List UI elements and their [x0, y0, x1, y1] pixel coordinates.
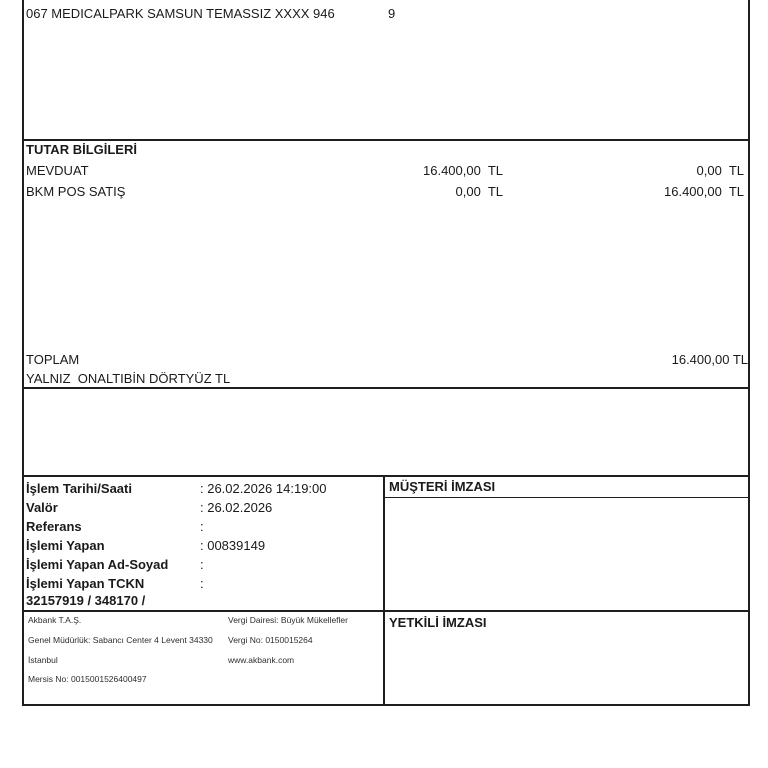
detail-label: İşlemi Yapan Ad-Soyad	[26, 557, 169, 572]
border-bottom	[22, 704, 750, 706]
detail-value: : 00839149	[200, 538, 266, 553]
detail-value: : 26.02.2026 14:19:00	[200, 481, 327, 496]
detail-label: İşlemi Yapan TCKN	[26, 576, 145, 591]
detail-value: :	[200, 557, 204, 572]
detail-value: : 26.02.2026	[200, 500, 273, 515]
amount-row-label: BKM POS SATIŞ	[26, 184, 126, 199]
detail-value: :	[200, 576, 204, 591]
divider-below-total	[22, 387, 750, 389]
detail-label: İşlemi Yapan	[26, 538, 105, 553]
amount-row-pos: 0,00 TL	[696, 163, 744, 178]
detail-label: İşlem Tarihi/Saati	[26, 481, 132, 496]
underline-customer-signature	[385, 497, 748, 498]
divider-above-footer	[22, 610, 750, 612]
divider-top-section	[22, 139, 750, 141]
detail-label: Referans	[26, 519, 82, 534]
divider-above-details	[22, 475, 750, 477]
footer-website: www.akbank.com	[228, 655, 295, 665]
customer-signature-title: MÜŞTERİ İMZASI	[389, 479, 496, 494]
detail-value: :	[200, 519, 204, 534]
amount-row-pos: 16.400,00 TL	[664, 184, 744, 199]
authorized-signature-title: YETKİLİ İMZASI	[389, 615, 487, 630]
footer-city: İstanbul	[28, 655, 58, 665]
footer-mersis-no: Mersis No: 0015001526400497	[28, 674, 147, 684]
total-label: TOPLAM	[26, 352, 80, 367]
divider-signature-column	[383, 475, 385, 706]
transaction-count: 9	[388, 6, 396, 21]
total-value: 16.400,00 TL	[671, 352, 748, 367]
merchant-line: 067 MEDICALPARK SAMSUN TEMASSIZ XXXX 946	[26, 6, 335, 21]
detail-label: Valör	[26, 500, 58, 515]
footer-bank-name: Akbank T.A.Ş.	[28, 615, 82, 625]
amount-row-deposit: 0,00 TL	[455, 184, 503, 199]
footer-head-office: Genel Müdürlük: Sabancı Center 4 Levent 34330	[28, 635, 213, 645]
footer-tax-no: Vergi No: 0150015264	[228, 635, 313, 645]
footer-tax-office: Vergi Dairesi: Büyük Mükellefler	[228, 615, 348, 625]
border-left	[22, 0, 24, 706]
amount-in-words: YALNIZ ONALTIBİN DÖRTYÜZ TL	[26, 371, 231, 386]
amount-row-deposit: 16.400,00 TL	[423, 163, 503, 178]
border-right	[748, 0, 750, 706]
amount-section-title: TUTAR BİLGİLERİ	[26, 142, 137, 157]
branch-reference-line: 32157919 / 348170 /	[26, 593, 146, 608]
amount-row-label: MEVDUAT	[26, 163, 89, 178]
